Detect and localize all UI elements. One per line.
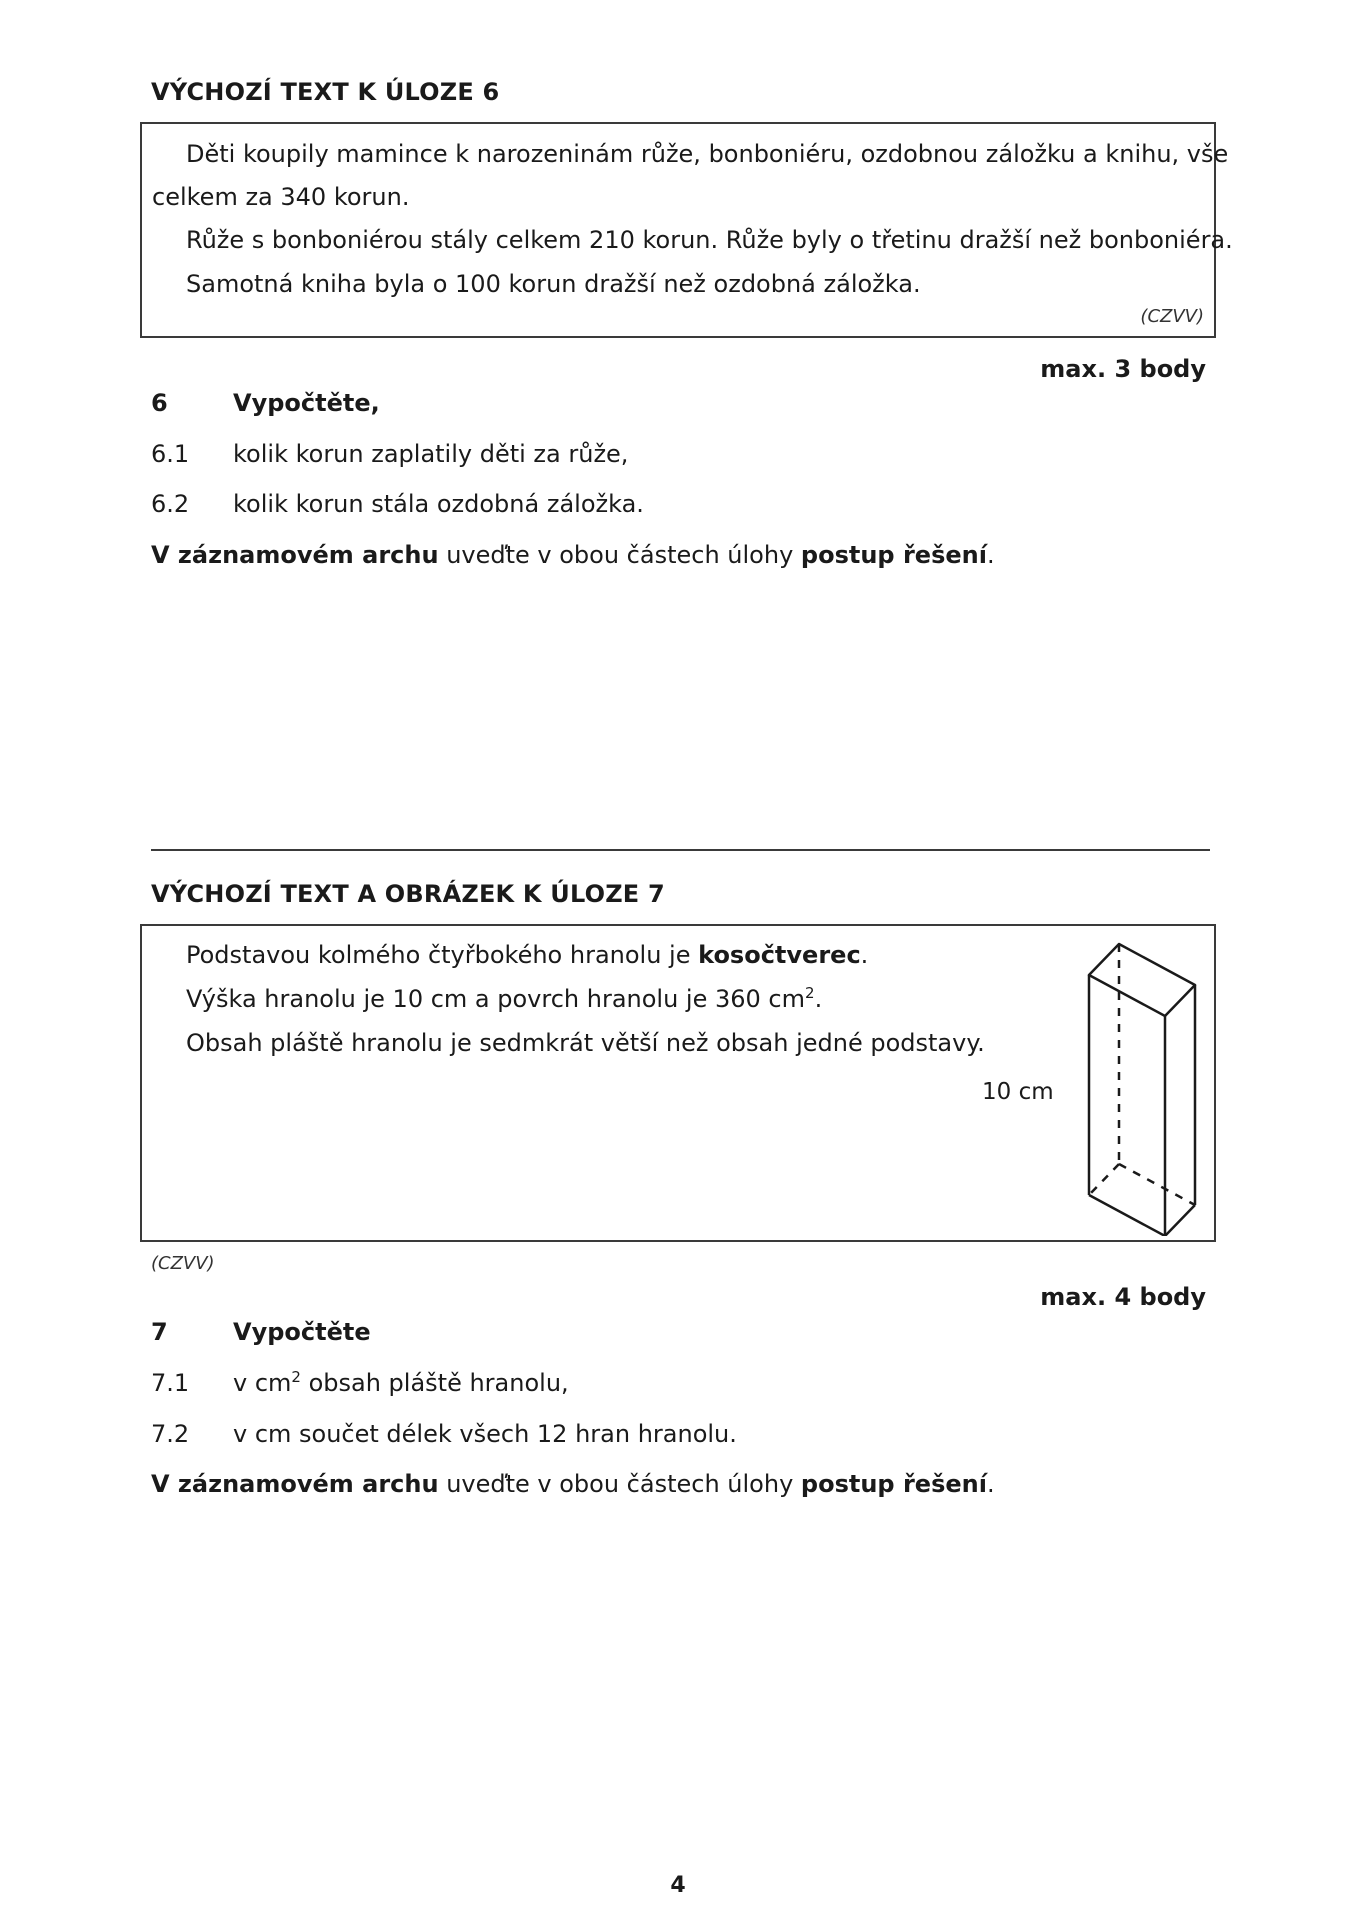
section-divider [151, 849, 1210, 851]
prism-bottom-right [1165, 1205, 1195, 1236]
task6-sub2-text: kolik korun stála ozdobná záložka. [233, 490, 644, 518]
task6-sub1-number: 6.1 [151, 440, 190, 468]
task7-sub1-number: 7.1 [151, 1369, 190, 1397]
task7-question [151, 1318, 371, 1346]
task7-title: Vypočtěte [233, 1318, 371, 1346]
task6-line2: Růže s bonboniérou stály celkem 210 korun. Růže byly o třetinu dražší než bonboniéra. [186, 226, 1233, 254]
task7-line2 [186, 978, 822, 1021]
task6-sub1 [151, 440, 628, 468]
task6-text-box [140, 122, 1233, 338]
task6-source: (CZVV) [1140, 306, 1204, 327]
task6-heading: VÝCHOZÍ TEXT K ÚLOZE 6 [151, 78, 500, 106]
task6-sub1-text: kolik korun zaplatily děti za růže, [233, 440, 629, 468]
task7-line1-end: . [860, 941, 869, 969]
task7-text-box [140, 924, 1216, 1242]
task7-sub1-pre: v cm [233, 1369, 292, 1397]
prism-hidden-bottom-left [1089, 1164, 1119, 1195]
task6-title: Vypočtěte, [233, 389, 380, 417]
task7-sub2-number: 7.2 [151, 1420, 190, 1448]
task7-line1-pre: Podstavou kolmého čtyřbokého hranolu je [186, 941, 699, 969]
task7-line2-sup: 2 [805, 984, 815, 1002]
task6-sub2 [151, 490, 644, 518]
prism-hidden-bottom-right [1119, 1164, 1195, 1205]
task7-instruction [151, 1470, 995, 1498]
task6-line3: Samotná kniha byla o 100 korun dražší než ozdobná záložka. [186, 270, 921, 298]
task7-number: 7 [151, 1318, 168, 1346]
task7-line2-end: . [814, 985, 823, 1013]
task7-note-end: . [986, 1470, 995, 1498]
task7-sub1-sup: 2 [291, 1368, 301, 1386]
page-number: 4 [670, 1873, 686, 1898]
task6-note-mid: uveďte v obou částech úlohy [438, 541, 801, 569]
task6-note-end: . [986, 541, 995, 569]
task6-question [151, 389, 380, 417]
task7-sub2-text: v cm součet délek všech 12 hran hranolu. [233, 1420, 737, 1448]
task7-sub2 [151, 1420, 737, 1448]
prism-bottom-left [1089, 1195, 1165, 1236]
task7-sub1 [151, 1369, 569, 1397]
task6-number: 6 [151, 389, 168, 417]
task6-line1a: Děti koupily mamince k narozeninám růže, bonboniéru, ozdobnou záložku a knihu, vše [186, 140, 1229, 168]
task6-max-points: max. 3 body [1040, 355, 1206, 383]
task7-line1-bold: kosočtverec [698, 941, 861, 969]
task6-note-bold2: postup řešení [800, 541, 987, 569]
task7-note-bold2: postup řešení [800, 1470, 987, 1498]
task7-source: (CZVV) [151, 1253, 215, 1274]
task6-sub2-number: 6.2 [151, 490, 190, 518]
task7-heading: VÝCHOZÍ TEXT A OBRÁZEK K ÚLOZE 7 [151, 880, 665, 908]
task6-instruction [151, 541, 995, 569]
prism-figure [1042, 936, 1222, 1236]
task7-note-mid: uveďte v obou částech úlohy [438, 1470, 801, 1498]
task6-note-bold1: V záznamovém archu [151, 541, 439, 569]
task7-note-bold1: V záznamovém archu [151, 1470, 439, 1498]
task7-max-points: max. 4 body [1040, 1283, 1206, 1311]
task7-line2-pre: Výška hranolu je 10 cm a povrch hranolu je 360 cm [186, 985, 806, 1013]
prism-top-face [1089, 944, 1195, 1016]
prism-height-label: 10 cm [982, 1079, 1054, 1105]
task7-sub1-text: obsah pláště hranolu, [300, 1369, 569, 1397]
task6-line1b: celkem za 340 korun. [152, 183, 410, 211]
task7-line1 [186, 934, 868, 977]
task7-line3: Obsah pláště hranolu je sedmkrát větší než obsah jedné podstavy. [186, 1029, 985, 1057]
